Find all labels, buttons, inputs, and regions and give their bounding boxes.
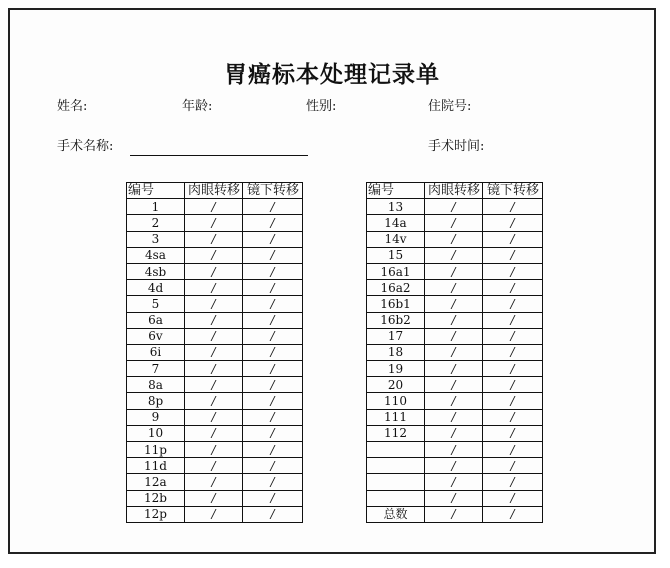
gross-metastasis-cell: / xyxy=(425,247,483,263)
micro-metastasis-cell: / xyxy=(483,280,543,296)
table-row xyxy=(367,506,543,522)
table-row xyxy=(127,328,303,344)
station-number-cell: 110 xyxy=(367,393,425,409)
table-row xyxy=(127,409,303,425)
micro-metastasis-cell: / xyxy=(483,442,543,458)
table-header-row xyxy=(367,183,543,199)
table-row xyxy=(127,344,303,360)
table-row xyxy=(367,280,543,296)
micro-metastasis-cell: / xyxy=(483,263,543,279)
station-number-cell: 6a xyxy=(127,312,185,328)
table-row xyxy=(367,247,543,263)
table-row xyxy=(127,280,303,296)
station-number-cell: 19 xyxy=(367,361,425,377)
micro-metastasis-cell: / xyxy=(243,474,303,490)
micro-metastasis-cell: / xyxy=(243,215,303,231)
table-row xyxy=(127,474,303,490)
surgery-time-label: 手术时间: xyxy=(428,139,485,154)
surgery-name-label: 手术名称: xyxy=(57,139,114,154)
gross-metastasis-cell: / xyxy=(185,215,243,231)
micro-metastasis-cell: / xyxy=(243,247,303,263)
micro-metastasis-cell: / xyxy=(243,280,303,296)
table-row xyxy=(127,458,303,474)
micro-metastasis-cell: / xyxy=(483,344,543,360)
table-row xyxy=(367,361,543,377)
micro-metastasis-cell: / xyxy=(243,425,303,441)
table-row xyxy=(367,458,543,474)
header-number: 编号 xyxy=(127,183,185,199)
table-row xyxy=(127,312,303,328)
micro-metastasis-cell: / xyxy=(243,328,303,344)
micro-metastasis-cell: / xyxy=(483,506,543,522)
gross-metastasis-cell: / xyxy=(425,377,483,393)
station-number-cell: 3 xyxy=(127,231,185,247)
micro-metastasis-cell: / xyxy=(243,199,303,215)
gross-metastasis-cell: / xyxy=(185,490,243,506)
gross-metastasis-cell: / xyxy=(185,409,243,425)
micro-metastasis-cell: / xyxy=(483,199,543,215)
table-header-row xyxy=(127,183,303,199)
gross-metastasis-cell: / xyxy=(185,263,243,279)
table-row xyxy=(367,296,543,312)
station-number-cell: 111 xyxy=(367,409,425,425)
gross-metastasis-cell: / xyxy=(425,361,483,377)
lymph-node-table-left xyxy=(126,182,303,523)
header-gross-metastasis: 肉眼转移 xyxy=(425,183,483,199)
micro-metastasis-cell: / xyxy=(243,506,303,522)
gross-metastasis-cell: / xyxy=(185,231,243,247)
gross-metastasis-cell: / xyxy=(425,296,483,312)
station-number-cell: 14v xyxy=(367,231,425,247)
table-row xyxy=(127,231,303,247)
form-title: 胃癌标本处理记录单 xyxy=(224,61,440,88)
gross-metastasis-cell: / xyxy=(185,442,243,458)
gross-metastasis-cell: / xyxy=(425,231,483,247)
table-row xyxy=(127,215,303,231)
station-number-cell: 16a2 xyxy=(367,280,425,296)
gross-metastasis-cell: / xyxy=(185,377,243,393)
header-gross-metastasis: 肉眼转移 xyxy=(185,183,243,199)
gross-metastasis-cell: / xyxy=(425,425,483,441)
age-label: 年龄: xyxy=(182,99,213,114)
table-row xyxy=(127,263,303,279)
station-number-cell: 12a xyxy=(127,474,185,490)
table-row xyxy=(127,442,303,458)
gross-metastasis-cell: / xyxy=(185,458,243,474)
station-number-cell: 20 xyxy=(367,377,425,393)
table-row xyxy=(367,474,543,490)
micro-metastasis-cell: / xyxy=(483,312,543,328)
micro-metastasis-cell: / xyxy=(243,442,303,458)
micro-metastasis-cell: / xyxy=(243,263,303,279)
table-row xyxy=(367,490,543,506)
gross-metastasis-cell: / xyxy=(425,215,483,231)
header-micro-metastasis: 镜下转移 xyxy=(243,183,303,199)
sex-label: 性别: xyxy=(306,99,337,114)
station-number-cell: 12b xyxy=(127,490,185,506)
station-number-cell: 11d xyxy=(127,458,185,474)
micro-metastasis-cell: / xyxy=(483,328,543,344)
micro-metastasis-cell: / xyxy=(483,409,543,425)
table-row xyxy=(367,425,543,441)
station-number-cell: 16b1 xyxy=(367,296,425,312)
gross-metastasis-cell: / xyxy=(425,328,483,344)
table-row xyxy=(367,328,543,344)
gross-metastasis-cell: / xyxy=(185,199,243,215)
admission-number-label: 住院号: xyxy=(428,99,472,114)
micro-metastasis-cell: / xyxy=(483,215,543,231)
table-row xyxy=(367,231,543,247)
gross-metastasis-cell: / xyxy=(425,280,483,296)
gross-metastasis-cell: / xyxy=(425,442,483,458)
gross-metastasis-cell: / xyxy=(185,506,243,522)
micro-metastasis-cell: / xyxy=(483,425,543,441)
gross-metastasis-cell: / xyxy=(185,474,243,490)
micro-metastasis-cell: / xyxy=(243,231,303,247)
micro-metastasis-cell: / xyxy=(483,361,543,377)
header-number: 编号 xyxy=(367,183,425,199)
micro-metastasis-cell: / xyxy=(483,490,543,506)
table-row xyxy=(127,247,303,263)
station-number-cell: 14a xyxy=(367,215,425,231)
station-number-cell: 1 xyxy=(127,199,185,215)
station-number-cell: 4sb xyxy=(127,263,185,279)
form-sheet xyxy=(8,8,656,554)
table-row xyxy=(127,506,303,522)
gross-metastasis-cell: / xyxy=(185,296,243,312)
micro-metastasis-cell: / xyxy=(483,247,543,263)
gross-metastasis-cell: / xyxy=(185,344,243,360)
gross-metastasis-cell: / xyxy=(185,425,243,441)
table-row xyxy=(367,393,543,409)
gross-metastasis-cell: / xyxy=(185,328,243,344)
micro-metastasis-cell: / xyxy=(243,377,303,393)
station-number-cell: 16a1 xyxy=(367,263,425,279)
gross-metastasis-cell: / xyxy=(425,506,483,522)
micro-metastasis-cell: / xyxy=(243,296,303,312)
micro-metastasis-cell: / xyxy=(243,409,303,425)
gross-metastasis-cell: / xyxy=(185,312,243,328)
gross-metastasis-cell: / xyxy=(425,199,483,215)
station-number-cell: 17 xyxy=(367,328,425,344)
table-row xyxy=(367,442,543,458)
table-row xyxy=(127,425,303,441)
station-number-cell: 6i xyxy=(127,344,185,360)
station-number-cell: 12p xyxy=(127,506,185,522)
gross-metastasis-cell: / xyxy=(425,490,483,506)
gross-metastasis-cell: / xyxy=(185,280,243,296)
table-row xyxy=(367,312,543,328)
gross-metastasis-cell: / xyxy=(425,458,483,474)
table-row xyxy=(127,361,303,377)
micro-metastasis-cell: / xyxy=(483,377,543,393)
micro-metastasis-cell: / xyxy=(483,458,543,474)
micro-metastasis-cell: / xyxy=(483,474,543,490)
station-number-cell xyxy=(367,474,425,490)
gross-metastasis-cell: / xyxy=(425,263,483,279)
gross-metastasis-cell: / xyxy=(425,393,483,409)
station-number-cell xyxy=(367,442,425,458)
table-row xyxy=(127,393,303,409)
station-number-cell: 10 xyxy=(127,425,185,441)
gross-metastasis-cell: / xyxy=(185,247,243,263)
table-row xyxy=(367,409,543,425)
name-label: 姓名: xyxy=(57,99,88,114)
station-number-cell: 13 xyxy=(367,199,425,215)
station-number-cell: 8p xyxy=(127,393,185,409)
station-number-cell: 4sa xyxy=(127,247,185,263)
lymph-node-table-right xyxy=(366,182,543,523)
micro-metastasis-cell: / xyxy=(483,393,543,409)
table-row xyxy=(367,263,543,279)
surgery-name-line xyxy=(130,155,308,156)
station-number-cell: 8a xyxy=(127,377,185,393)
station-number-cell: 总数 xyxy=(367,506,425,522)
micro-metastasis-cell: / xyxy=(243,361,303,377)
micro-metastasis-cell: / xyxy=(243,458,303,474)
station-number-cell: 15 xyxy=(367,247,425,263)
gross-metastasis-cell: / xyxy=(425,474,483,490)
table-row xyxy=(127,199,303,215)
micro-metastasis-cell: / xyxy=(483,231,543,247)
micro-metastasis-cell: / xyxy=(243,344,303,360)
station-number-cell xyxy=(367,490,425,506)
micro-metastasis-cell: / xyxy=(243,312,303,328)
station-number-cell: 9 xyxy=(127,409,185,425)
station-number-cell: 11p xyxy=(127,442,185,458)
station-number-cell: 2 xyxy=(127,215,185,231)
station-number-cell: 4d xyxy=(127,280,185,296)
gross-metastasis-cell: / xyxy=(425,312,483,328)
table-row xyxy=(127,490,303,506)
gross-metastasis-cell: / xyxy=(185,361,243,377)
station-number-cell: 112 xyxy=(367,425,425,441)
station-number-cell: 6v xyxy=(127,328,185,344)
station-number-cell: 5 xyxy=(127,296,185,312)
table-row xyxy=(367,377,543,393)
table-row xyxy=(127,296,303,312)
table-row xyxy=(367,199,543,215)
station-number-cell: 7 xyxy=(127,361,185,377)
micro-metastasis-cell: / xyxy=(243,490,303,506)
table-row xyxy=(367,215,543,231)
gross-metastasis-cell: / xyxy=(425,409,483,425)
table-row xyxy=(367,344,543,360)
gross-metastasis-cell: / xyxy=(185,393,243,409)
table-row xyxy=(127,377,303,393)
micro-metastasis-cell: / xyxy=(483,296,543,312)
station-number-cell: 18 xyxy=(367,344,425,360)
header-micro-metastasis: 镜下转移 xyxy=(483,183,543,199)
station-number-cell: 16b2 xyxy=(367,312,425,328)
gross-metastasis-cell: / xyxy=(425,344,483,360)
station-number-cell xyxy=(367,458,425,474)
micro-metastasis-cell: / xyxy=(243,393,303,409)
